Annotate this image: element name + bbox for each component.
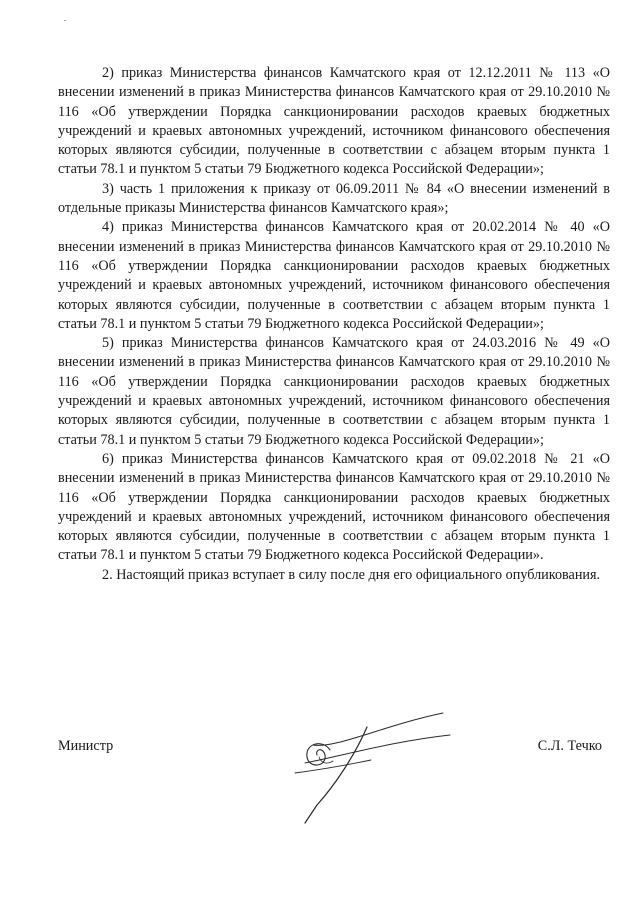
paragraph-item-3: 3) часть 1 приложения к приказу от 06.09.2011 № 84 «О внесении изменений в отдельные приказы Министерства финансов Камчатского края»; <box>58 180 610 217</box>
handwritten-signature-icon <box>275 705 455 830</box>
signatory-position: Министр <box>58 738 114 754</box>
document-body <box>58 64 610 585</box>
paragraph-item-6: 6) приказ Министерства финансов Камчатского края от 09.02.2018 № 21 «О внесении изменений в приказ Министерства финансов Камчатского края от 29.10.2010 № 116 «Об утверждении Порядка санкционировании расходов краевых бюджетных учреждений и краевых автономных учреждений, источником финансового обеспечения которых являются субсидии, полученные в соответствии с абзацем вторым пункта 1 статьи 78.1 и пунктом 5 статьи 79 Бюджетного кодекса Российской Федерации». <box>58 450 610 564</box>
paragraph-effective-date: 2. Настоящий приказ вступает в силу после дня его официального опубликования. <box>102 566 601 583</box>
paragraph-item-2: 2) приказ Министерства финансов Камчатского края от 12.12.2011 № 113 «О внесении изменений в приказ Министерства финансов Камчатского края от 29.10.2010 № 116 «Об утверждении Порядка санкционировании расходов краевых бюджетных учреждений и краевых автономных учреждений, источником финансового обеспечения которых являются субсидии, полученные в соответствии с абзацем вторым пункта 1 статьи 78.1 и пунктом 5 статьи 79 Бюджетного кодекса Российской Федерации»; <box>58 65 610 178</box>
paragraph-item-5: 5) приказ Министерства финансов Камчатского края от 24.03.2016 № 49 «О внесении изменений в приказ Министерства финансов Камчатского края от 29.10.2010 № 116 «Об утверждении Порядка санкционировании расходов краевых бюджетных учреждений и краевых автономных учреждений, источником финансового обеспечения которых являются субсидии, полученные в соответствии с абзацем вторым пункта 1 статьи 78.1 и пунктом 5 статьи 79 Бюджетного кодекса Российской Федерации»; <box>58 335 610 448</box>
signatory-name: С.Л. Течко <box>537 738 602 754</box>
paragraph-item-4: 4) приказ Министерства финансов Камчатского края от 20.02.2014 № 40 «О внесении изменений в приказ Министерства финансов Камчатского края от 29.10.2010 № 116 «Об утверждении Порядка санкционировании расходов краевых бюджетных учреждений и краевых автономных учреждений, источником финансового обеспечения которых являются субсидии, полученные в соответствии с абзацем вторым пункта 1 статьи 78.1 и пунктом 5 статьи 79 Бюджетного кодекса Российской Федерации»; <box>58 219 610 332</box>
scan-speck <box>64 20 66 21</box>
